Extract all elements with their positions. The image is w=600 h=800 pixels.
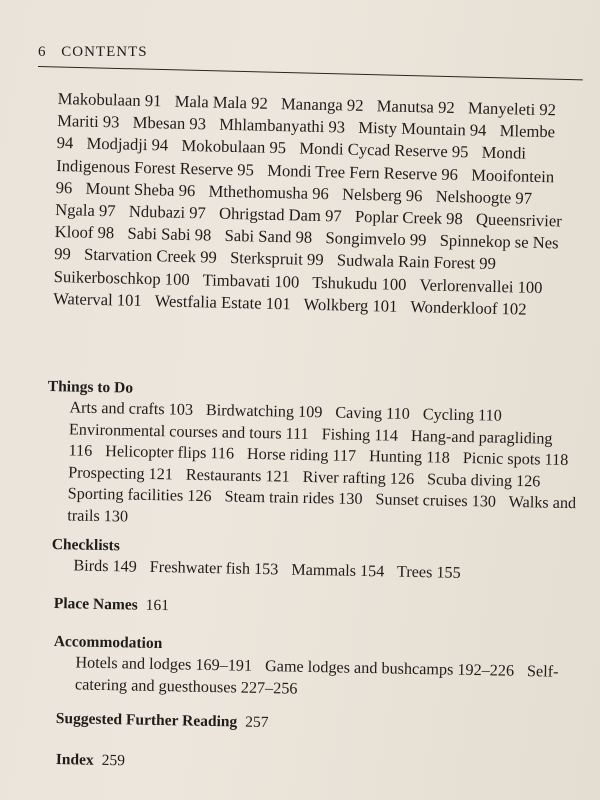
section-title: Things to Do	[47, 377, 134, 397]
index-title: Index	[55, 750, 94, 769]
activity-entry: River rafting 126	[302, 467, 415, 488]
place-entry: Suikerboschkop 100	[53, 266, 190, 289]
place-entry: Sabi Sand 98	[224, 226, 313, 248]
section-further-reading	[56, 709, 596, 739]
place-entry: Mondi Indigenous Forest Reserve 95	[56, 143, 527, 180]
activity-entry: Picnic spots 118	[462, 449, 569, 470]
place-entry: Wolkberg 101	[303, 294, 398, 316]
accommodation-entry: Game lodges and bushcamps 192–226	[264, 657, 515, 680]
checklist-entry: Birds 149	[73, 556, 138, 576]
activity-entry: Helicopter flips 116	[105, 442, 235, 463]
activity-entry: Steam train rides 130	[224, 487, 363, 509]
section-title	[56, 750, 596, 780]
place-entry: Ndubazi 97	[128, 201, 207, 223]
section-checklists	[51, 535, 592, 587]
place-entry: Ngala 97	[55, 199, 116, 221]
place-entry: Sterkspruit 99	[229, 248, 324, 270]
activity-entry: Cycling 110	[422, 405, 502, 425]
place-entry: Songimvelo 99	[325, 228, 427, 250]
page-header	[38, 44, 148, 61]
place-entry: Nelsberg 96	[341, 184, 423, 206]
places-list	[53, 88, 578, 322]
place-entry: Mondi Cycad Reserve 95	[299, 138, 469, 162]
activity-entry: Sunset cruises 130	[375, 490, 497, 511]
section-body	[45, 397, 587, 537]
activity-entry: Birdwatching 109	[205, 401, 323, 422]
activity-entry: Hunting 118	[368, 447, 451, 467]
place-entry: Mananga 92	[280, 94, 364, 115]
place-entry: Manutsa 92	[376, 96, 455, 118]
activity-entry: Prospecting 121	[68, 463, 174, 484]
section-title: Checklists	[51, 535, 121, 555]
place-entry: Mhlambanyathi 93	[219, 114, 346, 137]
place-entry: Misty Mountain 94	[358, 118, 487, 140]
place-entry: Ohrigstad Dam 97	[218, 203, 342, 226]
section-body	[53, 652, 594, 706]
activity-entry: Restaurants 121	[185, 465, 290, 486]
activity-entry: Walks and trails 130	[67, 493, 577, 526]
place-entry: Verlorenvallei 100	[419, 274, 543, 297]
place-entry: Mbesan 93	[132, 112, 207, 134]
checklist-entry: Mammals 154	[291, 560, 385, 581]
activity-entry: Environmental courses and tours 111	[68, 420, 309, 443]
place-entry: Mondi Tree Fern Reserve 96	[266, 160, 459, 184]
section-index	[56, 750, 596, 780]
accommodation-entry: Hotels and lodges 169–191	[75, 653, 253, 675]
activity-entry: Caving 110	[335, 403, 411, 423]
place-entry: Sudwala Rain Forest 99	[336, 250, 497, 274]
further-reading-title: Suggested Further Reading	[55, 709, 238, 731]
checklist-entry: Freshwater fish 153	[149, 557, 279, 579]
place-entry: Queensrivier Kloof 98	[54, 209, 562, 243]
activity-entry: Hang-and paragliding 116	[68, 426, 553, 461]
place-entry: Mlembe 94	[56, 121, 556, 153]
place-entry: Timbavati 100	[202, 269, 300, 292]
place-entry: Wonderkloof 102	[410, 296, 527, 319]
place-entry: Mooifontein 96	[55, 165, 555, 198]
place-entry: Mokobulaan 95	[181, 136, 287, 158]
place-entry: Modjadji 94	[86, 134, 169, 155]
place-entry: Spinnekop se Nes 99	[54, 230, 559, 264]
section-accommodation	[53, 632, 594, 706]
checklist-entry: Trees 155	[396, 562, 461, 582]
place-names-title: Place Names	[53, 594, 138, 614]
place-entry: Poplar Creek 98	[354, 206, 463, 229]
place-entry: Mala Mala 92	[174, 91, 268, 113]
activity-entry: Sporting facilities 126	[67, 484, 212, 506]
place-entry: Westfalia Estate 101	[154, 291, 291, 314]
header-rule	[38, 66, 583, 80]
place-entry: Nelshoogte 97	[435, 186, 533, 208]
further-reading-page: 257	[245, 713, 269, 732]
place-entry: Mount Sheba 96	[85, 178, 196, 200]
page-number: 6	[38, 44, 47, 60]
activity-entry: Arts and crafts 103	[69, 398, 194, 419]
activity-entry: Scuba diving 126	[426, 470, 541, 491]
accommodation-entry: Self-catering and guesthouses 227–256	[74, 662, 559, 698]
activity-entry: Horse riding 117	[246, 445, 357, 466]
section-place-names	[54, 594, 594, 624]
place-entry: Starvation Creek 99	[83, 245, 218, 268]
place-names-page: 161	[145, 596, 170, 615]
place-entry: Manyeleti 92	[467, 98, 557, 120]
page-title: CONTENTS	[61, 44, 148, 60]
index-page: 259	[101, 751, 126, 770]
section-title	[54, 594, 594, 624]
activity-entry: Fishing 114	[321, 424, 399, 445]
section-things-to-do	[45, 377, 588, 537]
section-title: Accommodation	[53, 632, 163, 653]
place-entry: Makobulaan 91	[57, 88, 162, 111]
place-entry: Sabi Sabi 98	[127, 223, 212, 245]
place-entry: Tshukudu 100	[312, 272, 407, 294]
place-entry: Mthethomusha 96	[208, 181, 330, 203]
section-title	[56, 709, 596, 739]
place-entry: Waterval 101	[53, 288, 142, 310]
place-entry: Mariti 93	[57, 111, 120, 132]
